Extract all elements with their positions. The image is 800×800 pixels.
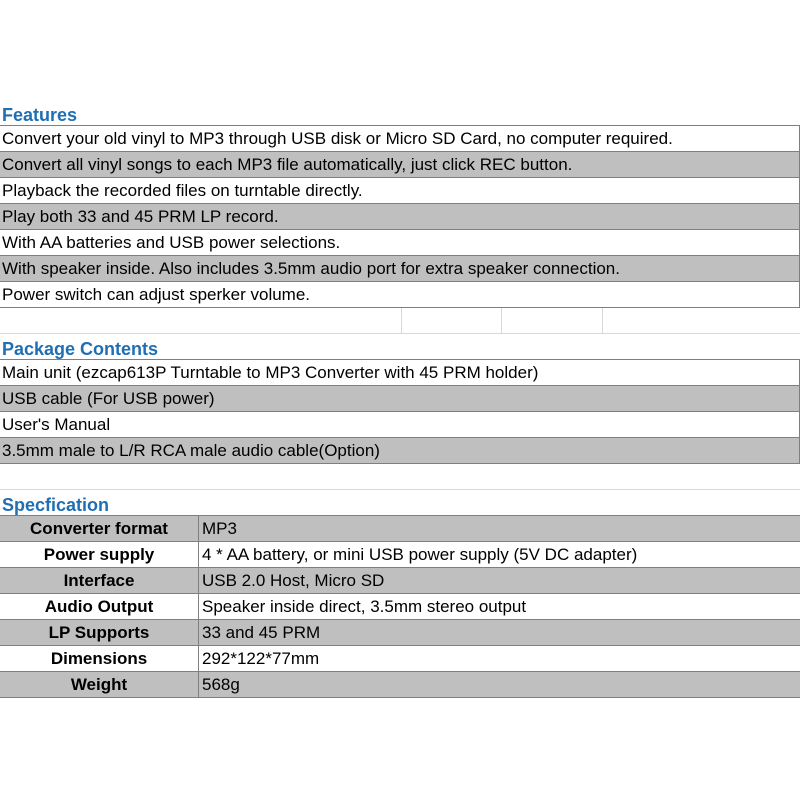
spec-label: Audio Output: [0, 594, 199, 619]
top-margin: [0, 0, 800, 100]
feature-item: Convert your old vinyl to MP3 through USB disk or Micro SD Card, no computer required.: [0, 126, 800, 152]
package-title: Package Contents: [0, 334, 800, 360]
spec-value: MP3: [202, 519, 237, 538]
spec-title: Specfication: [0, 490, 800, 516]
spec-row: [0, 516, 800, 542]
feature-item: Play both 33 and 45 PRM LP record.: [0, 204, 800, 230]
package-item: Main unit (ezcap613P Turntable to MP3 Converter with 45 PRM holder): [0, 360, 800, 386]
spec-row: [0, 672, 800, 698]
spec-table: [0, 516, 800, 698]
spec-row: [0, 568, 800, 594]
spec-value: 33 and 45 PRM: [202, 623, 321, 642]
package-item: USB cable (For USB power): [0, 386, 800, 412]
spec-row: [0, 594, 800, 620]
spec-value: USB 2.0 Host, Micro SD: [202, 571, 385, 590]
spec-label: Weight: [0, 672, 199, 697]
feature-item: Convert all vinyl songs to each MP3 file automatically, just click REC button.: [0, 152, 800, 178]
spec-label: Dimensions: [0, 646, 199, 671]
package-item: User's Manual: [0, 412, 800, 438]
blank-row: [0, 308, 800, 334]
spec-label: Converter format: [0, 516, 199, 541]
spec-row: [0, 646, 800, 672]
spec-value: 4 * AA battery, or mini USB power supply (5V DC adapter): [202, 545, 638, 564]
feature-item: Playback the recorded files on turntable directly.: [0, 178, 800, 204]
spec-label: LP Supports: [0, 620, 199, 645]
spec-value: 568g: [202, 675, 240, 694]
package-list: [0, 360, 800, 464]
features-title: Features: [0, 100, 800, 126]
feature-item: Power switch can adjust sperker volume.: [0, 282, 800, 308]
spec-label: Power supply: [0, 542, 199, 567]
feature-item: With speaker inside. Also includes 3.5mm audio port for extra speaker connection.: [0, 256, 800, 282]
spec-label: Interface: [0, 568, 199, 593]
feature-item: With AA batteries and USB power selections.: [0, 230, 800, 256]
blank-row: [0, 464, 800, 490]
spec-row: [0, 542, 800, 568]
spec-row: [0, 620, 800, 646]
package-item: 3.5mm male to L/R RCA male audio cable(Option): [0, 438, 800, 464]
spec-value: 292*122*77mm: [202, 649, 320, 668]
spec-value: Speaker inside direct, 3.5mm stereo output: [202, 597, 527, 616]
features-list: [0, 126, 800, 308]
